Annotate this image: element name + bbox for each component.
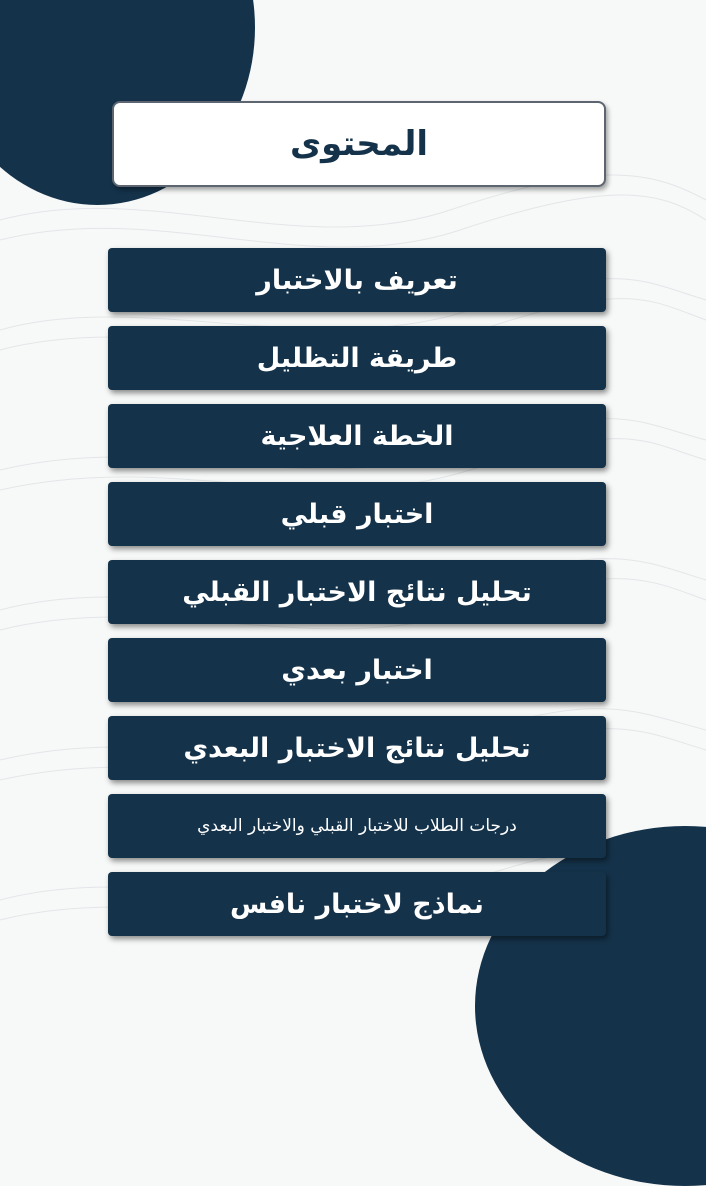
contents-menu: [108, 248, 606, 936]
menu-item-post-test-analysis[interactable]: تحليل نتائج الاختبار البعدي: [108, 716, 606, 780]
menu-item-student-grades[interactable]: درجات الطلاب للاختبار القبلي والاختبار البعدي: [108, 794, 606, 858]
menu-item-post-test[interactable]: اختبار بعدي: [108, 638, 606, 702]
menu-item-pre-test[interactable]: اختبار قبلي: [108, 482, 606, 546]
menu-item-test-introduction[interactable]: تعريف بالاختبار: [108, 248, 606, 312]
menu-item-nafes-samples[interactable]: نماذج لاختبار نافس: [108, 872, 606, 936]
menu-item-pre-test-analysis[interactable]: تحليل نتائج الاختبار القبلي: [108, 560, 606, 624]
page-title: المحتوى: [289, 124, 429, 164]
menu-item-remedial-plan[interactable]: الخطة العلاجية: [108, 404, 606, 468]
title-box: [112, 101, 606, 187]
menu-item-shading-method[interactable]: طريقة التظليل: [108, 326, 606, 390]
